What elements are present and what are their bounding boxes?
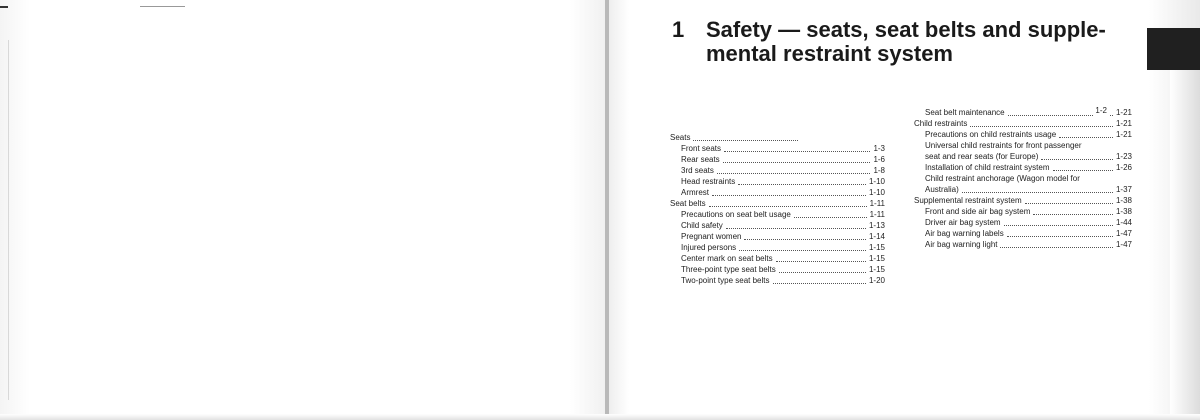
top-rule <box>140 6 185 7</box>
toc-column-right <box>914 107 1132 250</box>
toc-leader-dots <box>1033 214 1113 215</box>
toc-entry-title: Three-point type seat belts <box>681 265 776 274</box>
toc-entry-page: 1-37 <box>1115 185 1132 194</box>
toc-entry-title: Australia) <box>925 185 959 194</box>
toc-entry-title: Front seats <box>681 144 722 153</box>
toc-entry <box>914 195 1132 206</box>
toc-entry-page: 1-6 <box>873 155 885 164</box>
toc-entry-page: 1-15 <box>868 254 885 263</box>
toc-entry-title: Child safety <box>681 221 723 230</box>
toc-leader-dots <box>739 250 866 251</box>
toc-entry <box>914 206 1132 217</box>
toc-entry <box>670 165 885 176</box>
toc-leader-dots <box>1000 247 1113 248</box>
toc-leader-dots <box>712 195 866 196</box>
toc-leader-dots <box>962 192 1113 193</box>
page-edge-line <box>8 40 9 400</box>
toc-leader-dots <box>724 151 870 152</box>
toc-entry-page: 1-11 <box>869 199 885 208</box>
toc-entry-title: Seat belt maintenance <box>925 108 1005 117</box>
toc-leader-dots <box>693 140 798 141</box>
toc-entry-page: 1-47 <box>1115 229 1132 238</box>
toc-entry-page: 1-15 <box>868 265 885 274</box>
toc-entry <box>670 209 885 220</box>
toc-entry-title: Air bag warning labels <box>925 229 1004 238</box>
toc-entry-page: 1-21 <box>1115 108 1132 117</box>
toc-entry-title: Child restraints <box>914 119 968 128</box>
toc-entry <box>670 143 885 154</box>
toc-entry <box>670 198 885 209</box>
toc-entry-page: 1-15 <box>868 243 885 252</box>
toc-entry-title: Installation of child restraint system <box>925 163 1050 172</box>
toc-entry <box>670 242 885 253</box>
toc-entry <box>670 264 885 275</box>
chapter-title-line-1: Safety — seats, seat belts and supple- <box>706 17 1106 42</box>
toc-entry <box>670 275 885 286</box>
toc-entry-page: 1-11 <box>869 210 885 219</box>
toc-entry-page: 1-20 <box>868 276 885 285</box>
toc-entry <box>914 217 1132 228</box>
toc-leader-dots <box>773 283 866 284</box>
toc-entry-page: 1-26 <box>1115 163 1132 172</box>
toc-entry-title: Injured persons <box>681 243 737 252</box>
toc-leader-dots <box>794 217 867 218</box>
toc-leader-dots <box>779 272 866 273</box>
toc-leader-dots <box>726 228 866 229</box>
toc-leader-dots <box>1007 236 1113 237</box>
toc-entry-title: Child restraint anchorage (Wagon model for <box>925 174 1080 183</box>
toc-handwritten-note: 1-2 <box>1095 106 1107 115</box>
toc-leader-dots <box>1041 159 1113 160</box>
toc-entry-title: 3rd seats <box>681 166 714 175</box>
toc-entry <box>914 151 1132 162</box>
toc-entry-title: Seats <box>670 133 691 142</box>
toc-entry <box>914 129 1132 140</box>
toc-entry-title: Air bag warning light <box>925 240 998 249</box>
toc-entry-title: Rear seats <box>681 155 720 164</box>
toc-entry-title: Front and side air bag system <box>925 207 1031 216</box>
toc-entry-title: Center mark on seat belts <box>681 254 773 263</box>
toc-entry <box>670 176 885 187</box>
bottom-edge <box>0 414 1200 420</box>
toc-leader-dots <box>709 206 867 207</box>
toc-leader-dots <box>738 184 866 185</box>
toc-entry <box>670 132 885 143</box>
toc-entry <box>670 231 885 242</box>
chapter-thumb-tab <box>1147 28 1200 70</box>
toc-entry-page: 1-3 <box>873 144 885 153</box>
toc-entry <box>914 162 1132 173</box>
toc-leader-dots <box>970 126 1113 127</box>
toc-entry-title: Pregnant women <box>681 232 742 241</box>
toc-leader-dots <box>1008 106 1113 116</box>
toc-leader-dots <box>744 239 866 240</box>
toc-leader-dots <box>723 162 871 163</box>
toc-entry <box>914 118 1132 129</box>
toc-entry <box>914 239 1132 250</box>
toc-leader-dots <box>1059 137 1113 138</box>
toc-entry <box>670 154 885 165</box>
toc-entry-page: 1-38 <box>1115 207 1132 216</box>
toc-entry-title: Precautions on child restraints usage <box>925 130 1057 139</box>
toc-entry-title: Armrest <box>681 188 709 197</box>
toc-leader-dots <box>1053 170 1113 171</box>
toc-entry-page: 1-8 <box>873 166 885 175</box>
toc-entry-page: 1-23 <box>1115 152 1132 161</box>
toc-entry-title: Two-point type seat belts <box>681 276 770 285</box>
toc-entry-title: Seat belts <box>670 199 706 208</box>
toc-entry-page: 1-44 <box>1115 218 1132 227</box>
toc-entry <box>914 173 1132 184</box>
toc-entry-page: 1-38 <box>1115 196 1132 205</box>
toc-entry <box>670 253 885 264</box>
toc-entry-title: Supplemental restraint system <box>914 196 1022 205</box>
toc-entry-title: Driver air bag system <box>925 218 1001 227</box>
toc-entry-title: Universal child restraints for front passenger <box>925 141 1082 150</box>
toc-entry <box>670 187 885 198</box>
chapter-number: 1 <box>672 17 685 42</box>
toc-entry-page: 1-10 <box>868 177 885 186</box>
toc-leader-dots <box>717 173 871 174</box>
toc-column-left <box>670 132 885 286</box>
chapter-title-line-2: mental restraint system <box>706 41 953 66</box>
toc-entry-title: Head restraints <box>681 177 736 186</box>
toc-leader-dots <box>776 261 866 262</box>
toc-entry <box>670 220 885 231</box>
toc-entry-page: 1-10 <box>868 188 885 197</box>
toc-entry-title: seat and rear seats (for Europe) <box>925 152 1039 161</box>
toc-leader-dots <box>1004 225 1113 226</box>
toc-entry <box>914 140 1132 151</box>
toc-entry-page: 1-21 <box>1115 119 1132 128</box>
crop-mark <box>0 6 8 8</box>
toc-entry <box>914 184 1132 195</box>
toc-entry <box>914 107 1132 118</box>
toc-entry-title: Precautions on seat belt usage <box>681 210 791 219</box>
page-edge-shade <box>1170 70 1200 414</box>
toc-entry <box>914 228 1132 239</box>
toc-entry-page: 1-13 <box>868 221 885 230</box>
toc-entry-page: 1-47 <box>1115 240 1132 249</box>
toc-leader-dots <box>1025 203 1113 204</box>
toc-entry-page: 1-21 <box>1115 130 1132 139</box>
toc-entry-page: 1-14 <box>868 232 885 241</box>
